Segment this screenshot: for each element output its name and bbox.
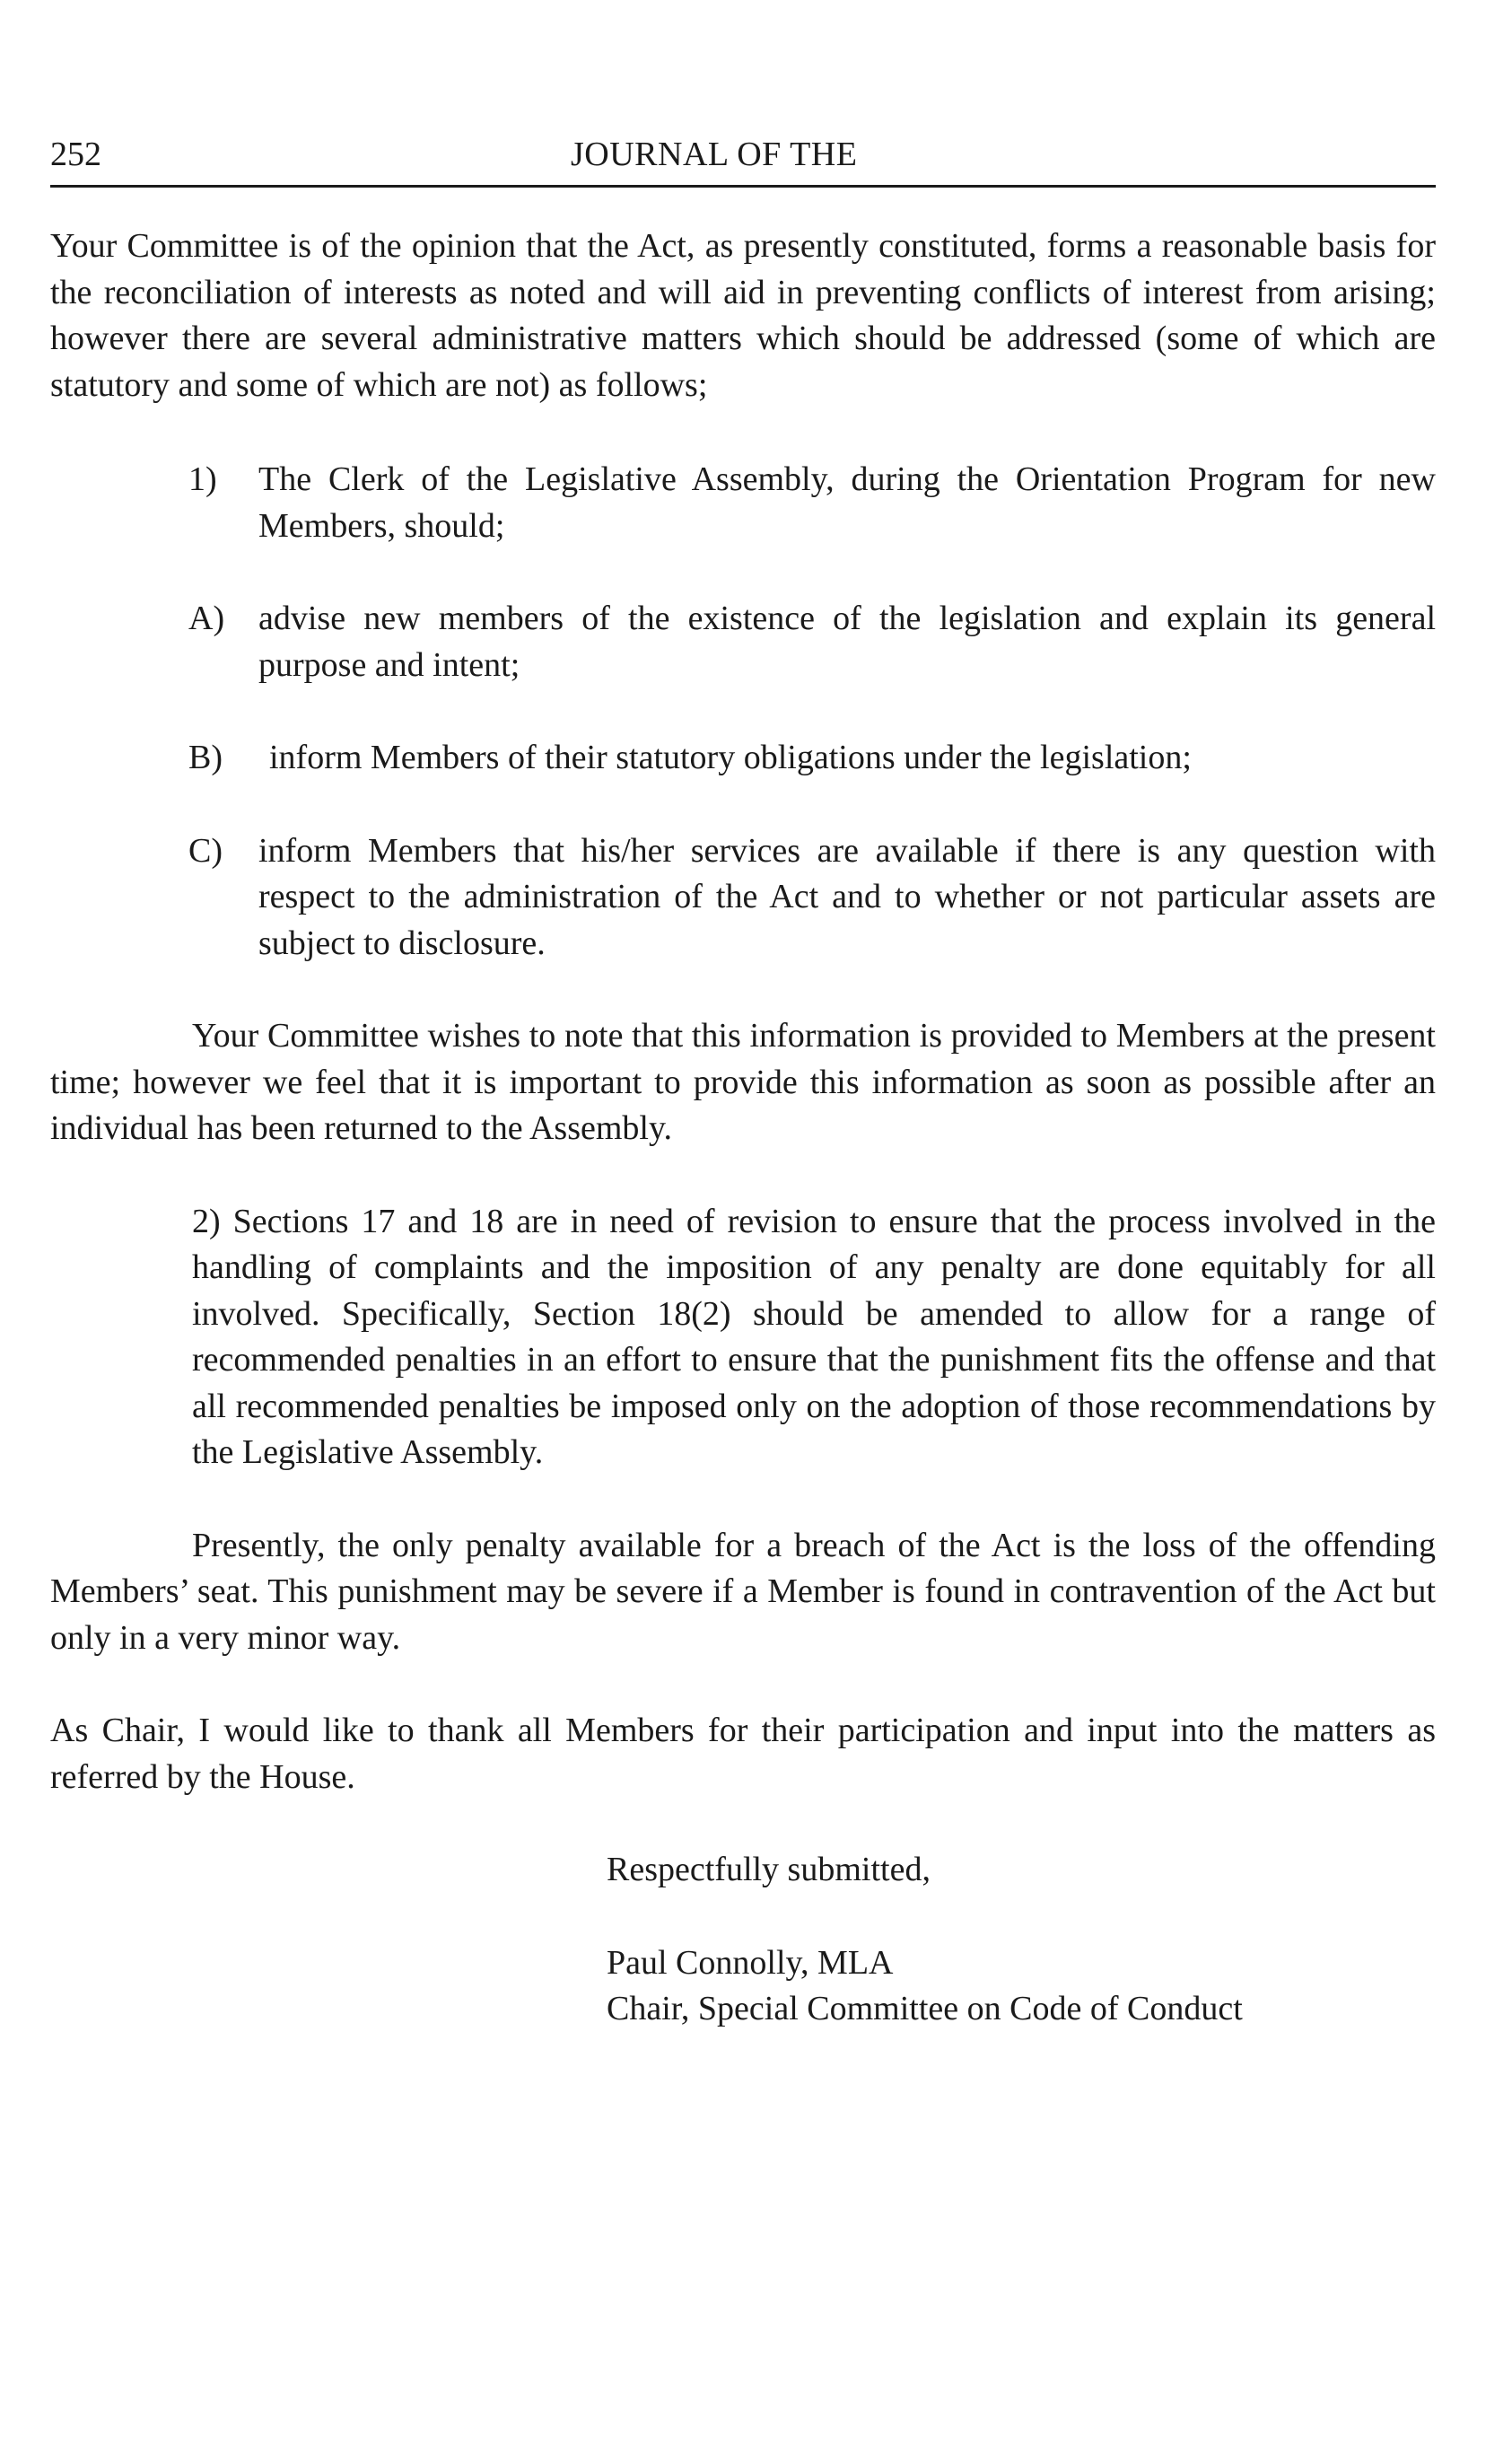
list-text-b: inform Members of their statutory obligations under the legislation; — [269, 739, 1192, 776]
signature-closing: Respectfully submitted, — [607, 1851, 931, 1888]
list-marker-a: A) — [188, 600, 225, 637]
signature-block — [607, 1847, 1436, 2033]
list-marker-1: 1) — [188, 460, 217, 498]
list-text-a: advise new members of the existence of the legislation and explain its general purpose and intent; — [258, 600, 1436, 684]
list-marker-c: C) — [188, 831, 223, 870]
journal-page — [50, 126, 1436, 2033]
list-marker-b: B) — [188, 739, 223, 776]
list-text-1: The Clerk of the Legislative Assembly, during the Orientation Program for new Members, should; — [258, 460, 1436, 545]
list-item-1 — [50, 457, 1436, 549]
list-item-b — [50, 735, 1436, 782]
signature-name: Paul Connolly, MLA — [607, 1943, 894, 1982]
penalty-paragraph: Presently, the only penalty available for a breach of the Act is the loss of the offending Members’ seat. This punishment may be severe if a Member is found in contravention of the Act but only in a very minor way. — [50, 1526, 1436, 1657]
list-item-c — [50, 828, 1436, 968]
running-header — [50, 126, 1436, 188]
page-number: 252 — [50, 136, 101, 173]
committee-note-paragraph: Your Committee wishes to note that this information is provided to Members at the present time; however we feel that it is important to provide this information as soon as possible after an individual has been returned to the Assembly. — [50, 1017, 1436, 1147]
list-item-a — [50, 596, 1436, 688]
chair-thanks-paragraph: As Chair, I would like to thank all Members for their participation and input into the matters as referred by the House. — [50, 1712, 1436, 1796]
list-item-2: 2) Sections 17 and 18 are in need of revision to ensure that the process involved in the handling of complaints and the imposition of any penalty are done equitably for all involved. Specifically, Section 18(2) should be amended to allow for a range of recommended penalties in an effort to ensure that the punishment fits the offense and that all recommended penalties be imposed only on the adoption of those recommendations by the Legislative Assembly. — [192, 1202, 1436, 1471]
list-text-c: inform Members that his/her services are available if there is any question with respect to the administration of the Act and to whether or not particular assets are subject to disclosure. — [258, 831, 1436, 962]
journal-title: JOURNAL OF THE — [571, 136, 858, 173]
signature-title: Chair, Special Committee on Code of Conduct — [607, 1990, 1243, 2027]
intro-paragraph: Your Committee is of the opinion that the Act, as presently constituted, forms a reasonable basis for the reconciliation of interests as noted and will aid in preventing conflicts of interest from arising; however there are several administrative matters which should be addressed (some of which are statutory and some of which are not) as follows; — [50, 227, 1436, 404]
